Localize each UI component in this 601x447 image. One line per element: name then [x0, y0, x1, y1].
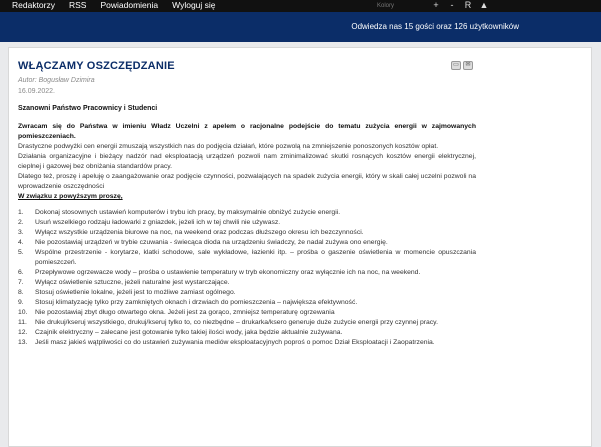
- list-item: 8. Stosuj oświetlenie lokalne, jeżeli jest to możliwe zamiast ogólnego.: [18, 289, 236, 296]
- article-body: [18, 60, 476, 348]
- subheading: W związku z powyższym proszę,: [18, 193, 123, 200]
- visitors-counter: Odwiedza nas 15 gości oraz 126 użytkowników: [351, 22, 519, 31]
- list-item: 2. Usuń wszelkiego rodzaju ładowarki z gniazdek, jeżeli ich w tej chwili nie używasz.: [18, 219, 281, 226]
- nav-rss[interactable]: RSS: [69, 0, 87, 10]
- nav-powiadomienia[interactable]: Powiadomienia: [100, 0, 159, 10]
- colors-select[interactable]: Kolory: [377, 2, 395, 9]
- tips-list: [18, 208, 476, 348]
- list-item: 1. Dokonaj stosownych ustawień komputerów i trybu ich pracy, by maksymalnie obniżyć zużycie energii.: [18, 209, 341, 216]
- list-item: 6. Przepływowe ogrzewacze wody – prośba o ustawienie temperatury w tryb ekonomiczny oraz wyłącznie ich na noc, na weekend.: [18, 269, 421, 276]
- list-item: 11. Nie drukuj/kseruj wszystkiego, drukuj/kseruj tylko to, co niezbędne – drukarka/ksero generuje duże zużycie energii przy czynnej pracy.: [18, 319, 438, 326]
- list-item: 3. Wyłącz wszystkie urządzenia biurowe na noc, na weekend oraz podczas dłuższego okresu ich bezczynności.: [18, 229, 364, 236]
- paragraph: Drastyczne podwyżki cen energii zmuszają wszystkich nas do podjęcia działań, które pozwolą na zmniejszenie ponoszonych kosztów opłat.: [18, 143, 439, 150]
- list-item: 4. Nie pozostawiaj urządzeń w trybie czuwania - świecąca dioda na urządzeniu świadczy, że nadal zużywa ono energię.: [18, 239, 388, 246]
- article-date: 16.09.2022.: [18, 88, 55, 95]
- scroll-up-button[interactable]: ▲: [479, 0, 489, 10]
- list-item: 5. Wspólne przestrzenie - korytarze, klatki schodowe, sale wykładowe, łazienki itp. – prośba o gaszenie oświetlenia w momencie opuszczania pomieszczeń.: [18, 249, 476, 266]
- list-item: 9. Stosuj klimatyzację tylko przy zamkniętych oknach i drzwiach do pomieszczenia – największa efektywność.: [18, 299, 358, 306]
- lead-paragraph: Zwracam się do Państwa w imieniu Władz Uczelni z apelem o racjonalne podejście do tematu zużycia energii w zajmowanych pomieszczeniach.: [18, 123, 476, 140]
- nav-redaktorzy[interactable]: Redaktorzy: [12, 0, 55, 10]
- list-item: 10. Nie pozostawiaj zbyt długo otwartego okna. Jeżeli jest za gorąco, zmniejsz temperaturę ogrzewania: [18, 309, 335, 316]
- article-container: [8, 47, 592, 447]
- paragraph: Działania organizacyjne i bieżący nadzór nad eksploatacją urządzeń pozwoli nam zminimalizować skutki rosnących kosztów energii elektrycznej, cieplnej i gazowej bez obniżania standardów pracy.: [18, 153, 476, 170]
- article-title[interactable]: WŁĄCZAMY OSZCZĘDZANIE: [18, 60, 175, 72]
- font-tools: [377, 1, 489, 10]
- font-increase-button[interactable]: +: [433, 0, 439, 10]
- list-item: 12. Czajnik elektryczny – zalecane jest gotowanie tylko takiej ilości wody, jaka będzie aktualnie zużywana.: [18, 329, 343, 336]
- salutation: Szanowni Państwo Pracownicy i Studenci: [18, 105, 158, 112]
- list-item: 7. Wyłącz oświetlenie sztuczne, jeżeli naturalne jest wystarczające.: [18, 279, 230, 286]
- font-decrease-button[interactable]: -: [450, 0, 454, 10]
- top-nav: [12, 0, 216, 11]
- site-header: [0, 12, 601, 42]
- email-icon[interactable]: ✉: [463, 61, 473, 70]
- paragraph: Dlatego też, proszę i apeluję o zaangażowanie oraz podjęcie czynności, pozwalających na spadek zużycia energii, który w skali całej uczelni pozwoli na wprowadzenie oszczędności: [18, 173, 476, 190]
- top-toolbar: [0, 0, 601, 12]
- nav-logout[interactable]: Wyloguj się: [172, 0, 216, 10]
- article-author: Autor: Bogusław Dzimira: [18, 77, 95, 84]
- print-icon[interactable]: ▭: [451, 61, 461, 70]
- list-item: 13. Jeśli masz jakieś wątpliwości co do ustawień zużywania mediów eksploatacyjnych poproś o pomoc Dział Eksploatacji i Zaopatrzenia.: [18, 339, 435, 346]
- font-reset-button[interactable]: R: [464, 0, 472, 10]
